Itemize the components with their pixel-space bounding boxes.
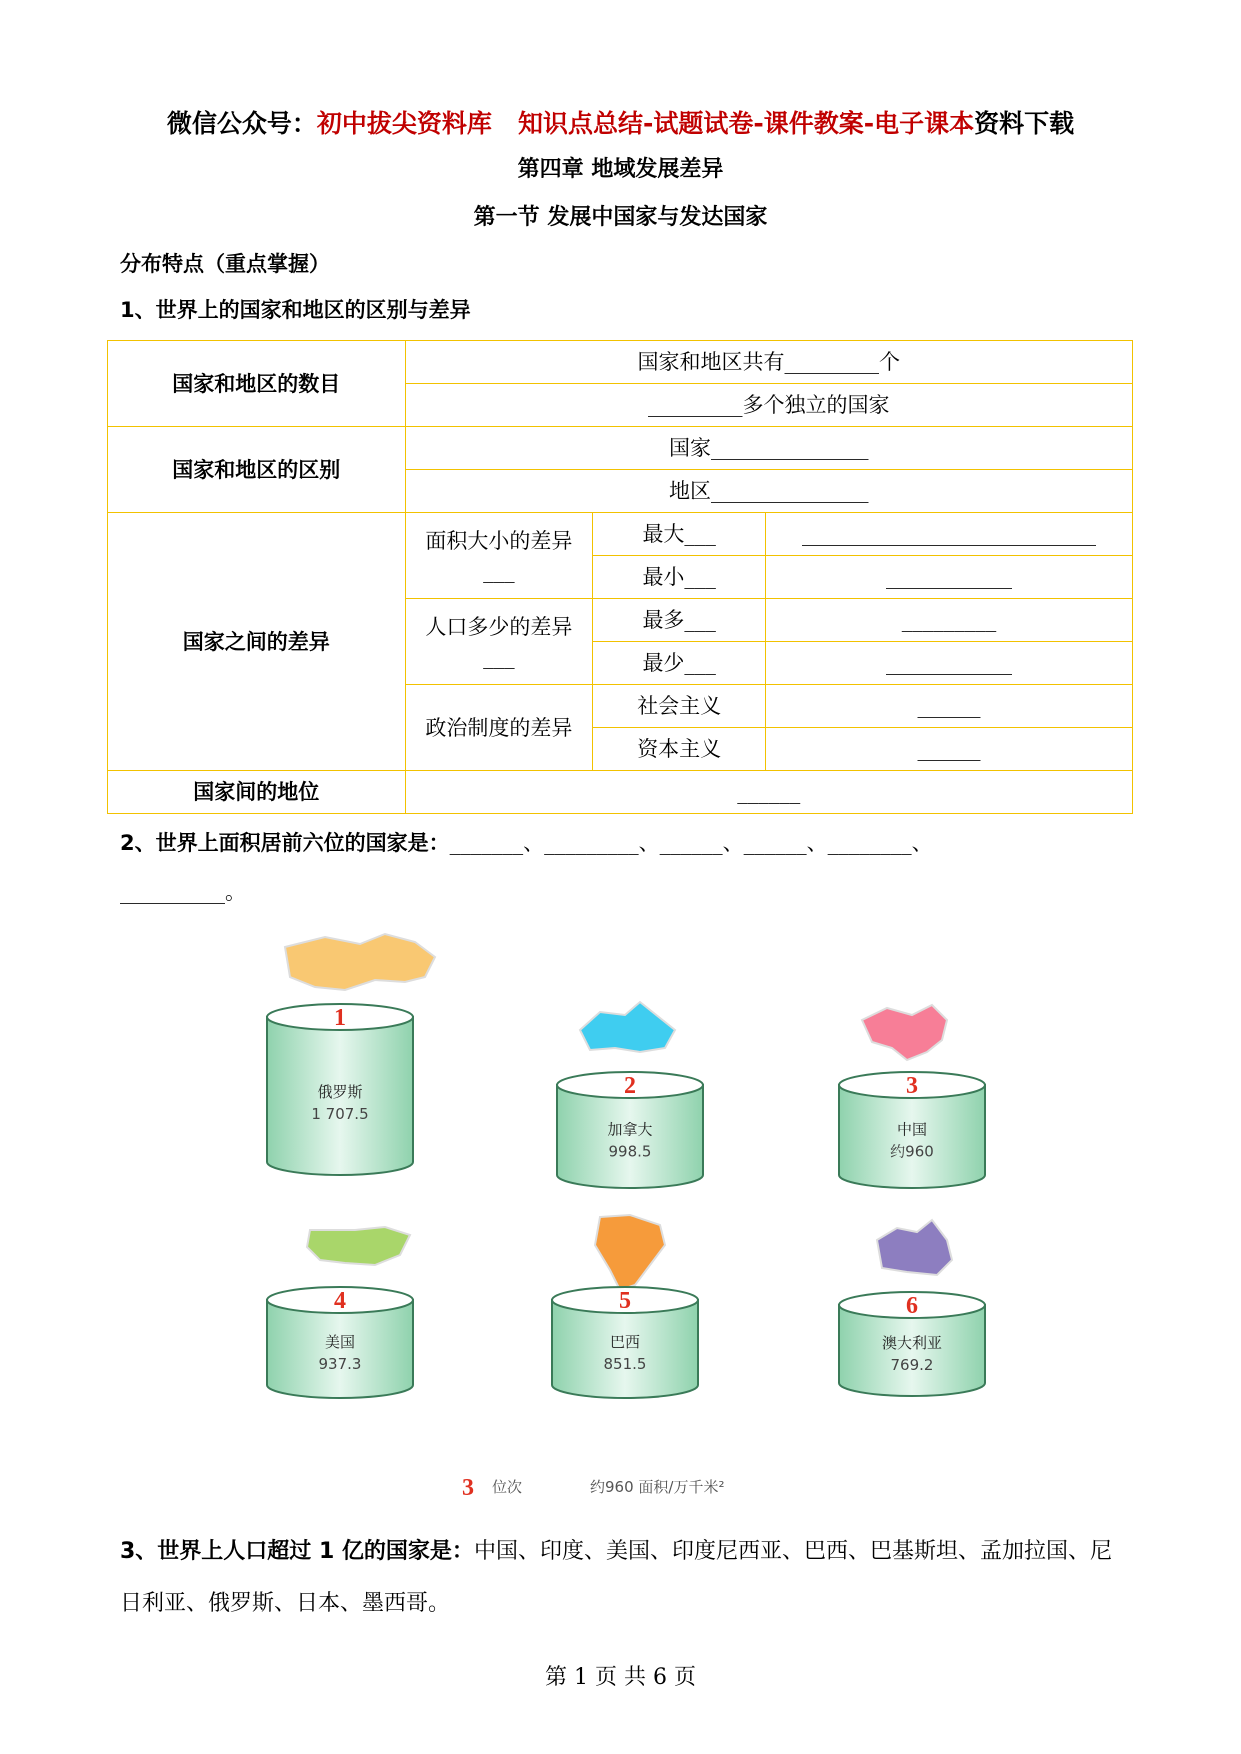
country-rank: 3 <box>906 1073 918 1099</box>
row-distinction-country: 国家_______________ <box>405 427 1132 470</box>
country-name: 巴西 <box>609 1332 641 1351</box>
country-rank: 1 <box>334 1005 346 1031</box>
question-2-label: 2、世界上面积居前六位的国家是： <box>120 831 450 855</box>
population-max-blank: _________ <box>766 599 1133 642</box>
area-max-label: 最大___ <box>593 513 766 556</box>
country-area-value: 769.2 <box>890 1355 934 1374</box>
political-system-label: 政治制度的差异 <box>405 685 593 771</box>
header-red-1: 初中拔尖资料库 <box>316 109 492 138</box>
area-min-blank: ____________ <box>766 556 1133 599</box>
area-min-label: 最小___ <box>593 556 766 599</box>
country-rank: 4 <box>334 1288 346 1314</box>
question-2-tail: __________。 <box>120 880 246 904</box>
header-suffix: 资料下载 <box>974 109 1075 138</box>
country-name: 加拿大 <box>607 1120 653 1139</box>
country-area-figure <box>230 915 1010 1505</box>
country-area-value: 1 707.5 <box>311 1104 369 1123</box>
country-name: 美国 <box>324 1332 356 1351</box>
legend-rank-number: 3 <box>462 1475 474 1501</box>
socialism-label: 社会主义 <box>593 685 766 728</box>
country-cylinder-3 <box>839 1005 985 1188</box>
country-area-value: 937.3 <box>318 1354 362 1373</box>
country-rank: 6 <box>906 1293 918 1319</box>
country-cylinder-2 <box>557 1002 703 1188</box>
area-max-blank: ____________________________ <box>766 513 1133 556</box>
population-min-blank: ____________ <box>766 642 1133 685</box>
country-cylinder-5 <box>552 1215 698 1398</box>
legend-area-label: 约960 面积/万千米² <box>590 1478 725 1496</box>
country-map-shape <box>307 1227 410 1265</box>
sub-heading: 分布特点（重点掌握） <box>120 252 330 276</box>
question-3 <box>120 1526 1130 1630</box>
row-count-independent: _________多个独立的国家 <box>405 384 1132 427</box>
row-distinction-region: 地区_______________ <box>405 470 1132 513</box>
row-status-blank: ______ <box>405 771 1132 814</box>
header-prefix: 微信公众号： <box>166 109 317 138</box>
population-max-label: 最多___ <box>593 599 766 642</box>
capitalism-blank: ______ <box>766 728 1133 771</box>
question-3-label: 3、世界上人口超过 1 亿的国家是： <box>120 1539 474 1564</box>
question-2 <box>120 828 933 858</box>
legend-rank-label: 位次 <box>492 1478 523 1496</box>
page-footer: 第 1 页 共 6 页 <box>545 1665 696 1690</box>
country-area-value: 851.5 <box>603 1354 647 1373</box>
capitalism-label: 资本主义 <box>593 728 766 771</box>
country-rank: 2 <box>624 1073 636 1099</box>
country-area-value: 998.5 <box>608 1142 652 1161</box>
country-area-value: 约960 <box>890 1142 934 1161</box>
chapter-title: 第四章 地域发展差异 <box>517 157 724 182</box>
row-status-label: 国家间的地位 <box>108 771 406 814</box>
country-map-shape <box>862 1005 947 1060</box>
country-cylinder-1 <box>267 934 435 1175</box>
country-map-shape <box>580 1002 675 1052</box>
socialism-blank: ______ <box>766 685 1133 728</box>
row-count-total: 国家和地区共有_________个 <box>405 341 1132 384</box>
area-difference-label: 面积大小的差异___ <box>405 513 593 599</box>
country-cylinder-4 <box>267 1227 413 1398</box>
country-cylinder-6 <box>839 1220 985 1396</box>
population-difference-label: 人口多少的差异___ <box>405 599 593 685</box>
country-name: 俄罗斯 <box>317 1082 363 1101</box>
population-min-label: 最少___ <box>593 642 766 685</box>
country-map-shape <box>595 1215 665 1290</box>
country-name: 中国 <box>896 1120 928 1139</box>
section-title: 第一节 发展中国家与发达国家 <box>473 205 768 230</box>
question-1-title: 1、世界上的国家和地区的区别与差异 <box>120 298 471 322</box>
country-difference-table <box>107 340 1133 814</box>
country-map-shape <box>285 934 435 990</box>
country-map-shape <box>877 1220 952 1275</box>
country-rank: 5 <box>619 1288 631 1314</box>
header-red-2: 知识点总结-试题试卷-课件教案-电子课本 <box>518 109 975 138</box>
figure-legend <box>462 1475 724 1501</box>
question-2-blanks: _______、_________、______、______、________、 <box>449 831 933 855</box>
row-difference-label: 国家之间的差异 <box>108 513 406 771</box>
country-name: 澳大利亚 <box>881 1333 943 1352</box>
row-count-label: 国家和地区的数目 <box>108 341 406 427</box>
header-banner <box>0 104 1241 140</box>
question-3-text: 中国、印度、美国、印度尼西亚、巴西、巴基斯坦、孟加拉国、尼日利亚、俄罗斯、日本、墨西哥。 <box>120 1539 1112 1616</box>
row-distinction-label: 国家和地区的区别 <box>108 427 406 513</box>
